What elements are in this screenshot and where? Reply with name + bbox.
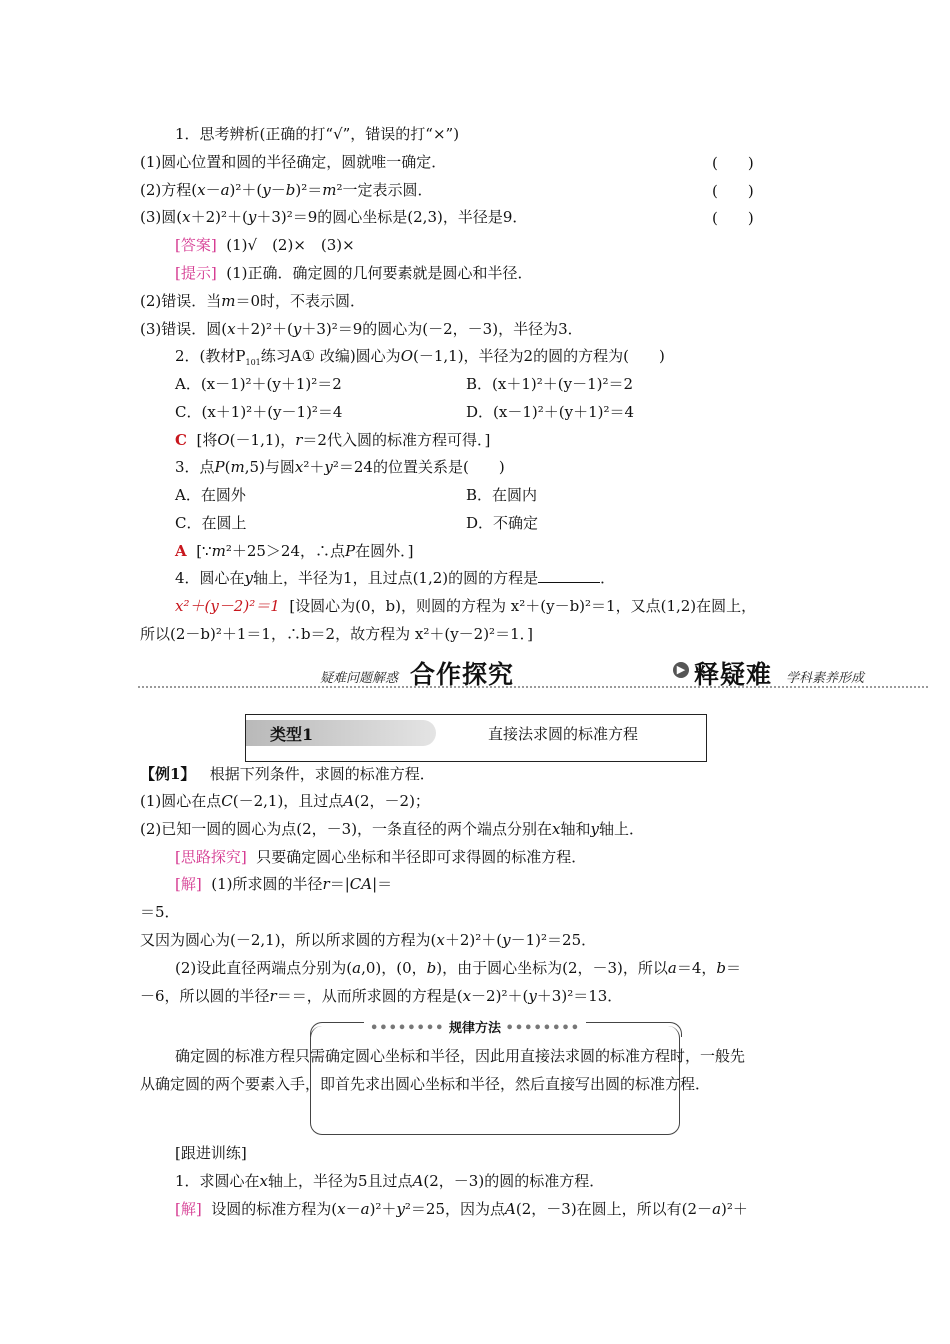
q2-option-b: B．(x＋1)²＋(y－1)²＝2 [466, 375, 634, 393]
example-condition-1: (1)圆心在点C(－2,1)，且过点A(2，－2)； [140, 792, 430, 810]
hint-tag: [提示] [175, 264, 217, 282]
q4-stem: 4．圆心在y轴上，半径为1，且过点(1,2)的圆的方程是 ． [175, 569, 616, 587]
method-text-2: 从确定圆的两个要素入手，即首先求出圆心坐标和半径，然后直接写出圆的标准方程． [140, 1075, 711, 1093]
method-heading: •••••••• 规律方法 •••••••• [0, 1017, 950, 1036]
banner-left-text: 疑难问题解惑 [320, 671, 399, 686]
q3-option-b: B．在圆内 [466, 486, 538, 504]
type-box [245, 714, 707, 762]
q2-option-c: C．(x＋1)²＋(y－1)²＝4 [175, 403, 343, 421]
type-title: 直接法求圆的标准方程 [488, 725, 639, 743]
q2-answer-letter: C [175, 431, 187, 449]
section-banner [138, 655, 928, 691]
q1-answer-paren-3: ( ) [712, 209, 754, 227]
q3-answer-letter: A [175, 542, 187, 560]
q4-answer: x²＋(y－2)²＝1 [175, 597, 280, 615]
q3-option-c: C．在圆上 [175, 514, 247, 532]
q3-stem: 3．点P(m,5)与圆x²＋y²＝24的位置关系是( ) [175, 458, 505, 476]
q1-statement-1: (1)圆心位置和圆的半径确定，圆就唯一确定． [140, 153, 447, 171]
example-condition-2: (2)已知一圆的圆心为点(2，－3)，一条直径的两个端点分别在x轴和y轴上． [140, 820, 645, 838]
follow-solution-1: [解] 设圆的标准方程为(x－a)²＋y²＝25，因为点A(2，－3)在圆上，所以有(2－a)²＋ [175, 1200, 748, 1218]
q4-explanation-2: 所以(2－b)²＋1＝1，∴b＝2，故方程为 x²＋(y－2)²＝1．] [140, 625, 533, 643]
q1-answer-paren-2: ( ) [712, 182, 754, 200]
arrow-right-icon: ▶ [673, 662, 689, 678]
solution-tag: [解] [175, 875, 202, 893]
q1-answer: [答案] (1)√ (2)× (3)× [175, 236, 355, 254]
example-think: [思路探究] 只要确定圆心坐标和半径即可求得圆的标准方程． [175, 848, 587, 866]
q3-option-d: D．不确定 [466, 514, 539, 532]
q1-hint-2: (2)错误．当m＝0时，不表示圆． [140, 292, 366, 310]
banner-title-1: 合作探究 [410, 660, 515, 689]
q1-hint-1: [提示] (1)正确．确定圆的几何要素就是圆心和半径． [175, 264, 533, 282]
q3-option-a: A．在圆外 [175, 486, 246, 504]
type-label-tab: 类型1 [246, 720, 436, 746]
q1-statement-2: (2)方程(x－a)²＋(y－b)²＝m²一定表示圆． [140, 181, 433, 199]
q3-explanation: A [∵m²＋25＞24，∴点P在圆外．] [175, 542, 414, 560]
q1-hint-3: (3)错误．圆(x＋2)²＋(y＋3)²＝9的圆心为(－2，－3)，半径为3． [140, 320, 583, 338]
example-solution-1b: ＝5． [140, 903, 180, 921]
example-solution-3: (2)设此直径两端点分别为(a,0)，(0，b)，由于圆心坐标为(2，－3)，所以a＝4，b＝ [175, 959, 742, 977]
q2-option-d: D．(x－1)²＋(y＋1)²＝4 [466, 403, 635, 421]
follow-question-1: 1．求圆心在x轴上，半径为5且过点A(2，－3)的圆的标准方程． [175, 1172, 605, 1190]
q1-title: 1．思考辨析(正确的打“√”，错误的打“×”) [175, 125, 460, 143]
example-solution-2: 又因为圆心为(－2,1)，所以所求圆的方程为(x＋2)²＋(y－1)²＝25． [140, 931, 597, 949]
example-stem: 【例1】 根据下列条件，求圆的标准方程． [140, 765, 435, 783]
q1-statement-3: (3)圆(x＋2)²＋(y＋3)²＝9的圆心坐标是(2,3)，半径是9． [140, 208, 528, 226]
banner-right-text: 学科素养形成 [786, 671, 865, 686]
example-solution-4: －6，所以圆的半径r＝＝，从而所求圆的方程是(x－2)²＋(y＋3)²＝13． [140, 987, 623, 1005]
q4-explanation-1: x²＋(y－2)²＝1 [设圆心为(0，b)，则圆的方程为 x²＋(y－b)²＝1，又点(1,2)在圆上， [175, 597, 757, 615]
follow-solution-tag: [解] [175, 1200, 202, 1218]
q2-option-a: A．(x－1)²＋(y＋1)²＝2 [175, 375, 342, 393]
method-text-1: 确定圆的标准方程只需确定圆心坐标和半径，因此用直接法求圆的标准方程时，一般先 [175, 1047, 746, 1065]
q2-stem: 2．(教材$P_{101}$练习A① 改编)圆心为O(－1,1)，半径为2的圆的方程为( ) [175, 347, 665, 367]
q2-explanation: C [将O(－1,1)，r＝2代入圆的标准方程可得．] [175, 431, 491, 449]
example-solution-1: [解] (1)所求圆的半径r＝|CA|＝ [175, 875, 393, 893]
follow-heading: [跟进训练] [175, 1144, 247, 1162]
banner-title-2: 释疑难 [694, 660, 773, 689]
answer-tag: [答案] [175, 236, 217, 254]
q1-answer-paren-1: ( ) [712, 154, 754, 172]
banner-dotted-rule [138, 686, 928, 688]
q4-blank [538, 568, 600, 583]
think-tag: [思路探究] [175, 848, 247, 866]
